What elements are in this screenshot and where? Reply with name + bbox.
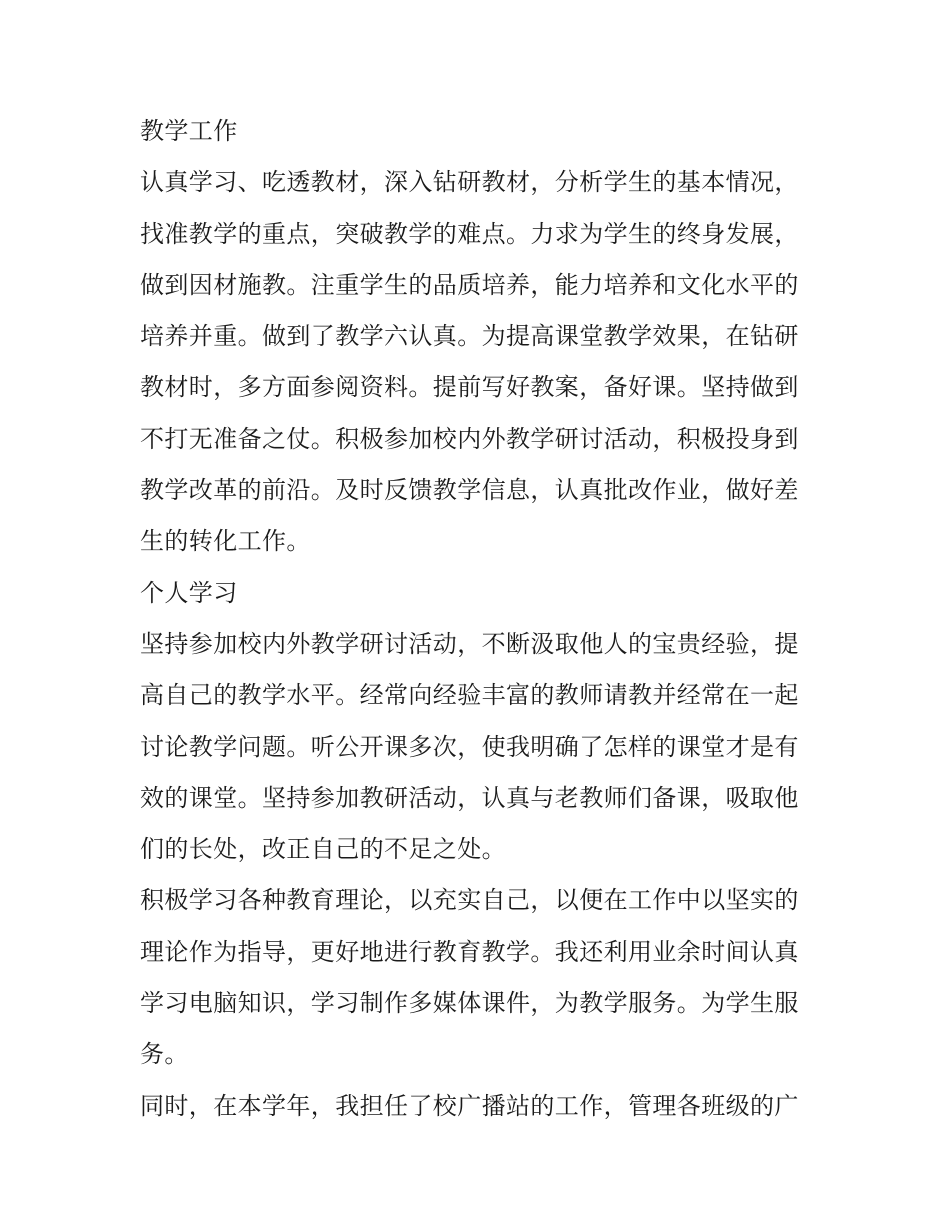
paragraph-line: 同时，在本学年，我担任了校广播站的工作，管理各班级的广 bbox=[140, 1091, 799, 1120]
document-body bbox=[140, 106, 812, 1132]
paragraph-line: 认真学习、吃透教材，深入钻研教材，分析学生的基本情况， bbox=[140, 168, 799, 197]
paragraph-line: 坚持参加校内外教学研讨活动，不断汲取他人的宝贵经验，提 bbox=[140, 629, 799, 658]
paragraph-line: 积极学习各种教育理论，以充实自己，以便在工作中以坚实的 bbox=[140, 886, 799, 915]
paragraph-line: 学习电脑知识，学习制作多媒体课件，为教学服务。为学生服 bbox=[140, 989, 799, 1018]
paragraph-line: 教学改革的前沿。及时反馈教学信息，认真批改作业，做好差 bbox=[140, 476, 799, 505]
paragraph-line: 培养并重。做到了教学六认真。为提高课堂教学效果，在钻研 bbox=[140, 322, 799, 351]
paragraph-line: 们的长处，改正自己的不足之处。 bbox=[140, 835, 506, 864]
paragraph-line: 教材时，多方面参阅资料。提前写好教案，备好课。坚持做到 bbox=[140, 373, 799, 402]
paragraph-line: 做到因材施教。注重学生的品质培养，能力培养和文化水平的 bbox=[140, 270, 799, 299]
paragraph-line: 理论作为指导，更好地进行教育教学。我还利用业余时间认真 bbox=[140, 937, 799, 966]
paragraph-line: 生的转化工作。 bbox=[140, 527, 311, 556]
section-heading-teaching: 教学工作 bbox=[140, 117, 238, 145]
paragraph-line: 不打无准备之仗。积极参加校内外教学研讨活动，积极投身到 bbox=[140, 424, 799, 453]
paragraph-line: 高自己的教学水平。经常向经验丰富的教师请教并经常在一起 bbox=[140, 681, 799, 710]
section-heading-personal-study: 个人学习 bbox=[140, 578, 238, 607]
paragraph-line: 效的课堂。坚持参加教研活动，认真与老教师们备课，吸取他 bbox=[140, 783, 799, 812]
paragraph-line: 讨论教学问题。听公开课多次，使我明确了怎样的课堂才是有 bbox=[140, 732, 799, 761]
paragraph-line: 务。 bbox=[140, 1040, 189, 1069]
paragraph-line: 找准教学的重点，突破教学的难点。力求为学生的终身发展， bbox=[140, 219, 799, 248]
